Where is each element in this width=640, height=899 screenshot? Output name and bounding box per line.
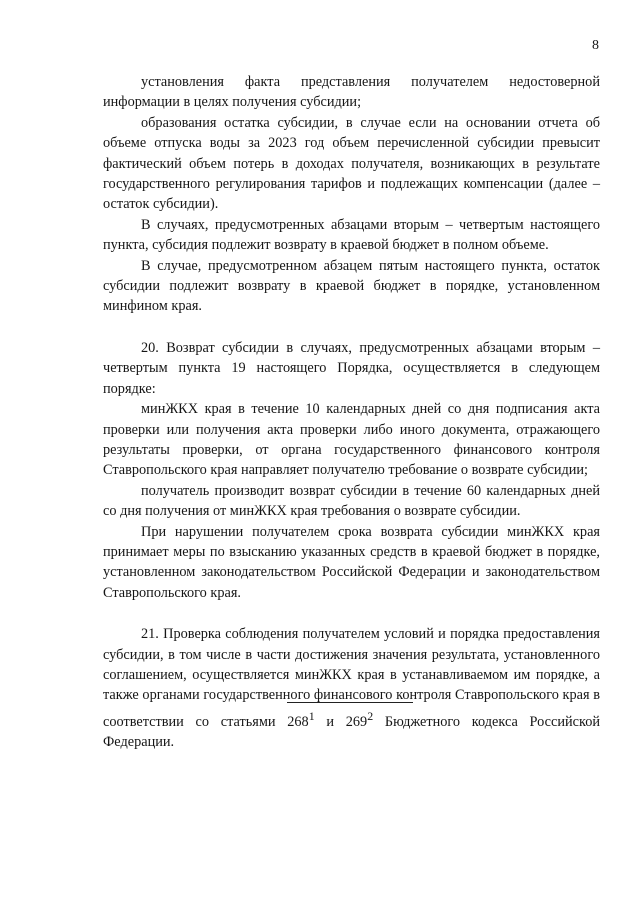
- paragraph-item-7: При нарушении получателем срока возврата субсидии минЖКХ края принимает меры по взысканию указанных средств в краевой бюджет в порядке, установленном законодательством Российской Федерации и законодательством Ставропольского края.: [103, 523, 600, 601]
- paragraph-21-text-start: 21. Проверка соблюдения получателем условий и порядка предоставления субсидии, в том числе в части достижения значения результата, установленного соглашением, осуществляется минЖКХ края в устанавливаемом им порядке, а также органами государственного финансового контроля Ставропольского края в соответствии со статьями 268: [103, 626, 600, 730]
- paragraph-item-3: В случаях, предусмотренных абзацами вторым – четвертым настоящего пункта, субсидия подлежит возврату в краевой бюджет в полном объеме.: [103, 216, 600, 254]
- paragraph-21-text-end: Бюджетного кодекса Российской Федерации.: [103, 713, 601, 750]
- paragraph-item-1: установления факта представления получателем недостоверной информации в целях получения субсидии;: [103, 74, 600, 111]
- paragraph-item-2: образования остатка субсидии, в случае если на основании отчета об объеме отпуска воды за 2023 год объем перечисленной субсидии превысит фактический объем потерь в доходах получателя, возникающих в результате государственного регулирования тарифов и подлежащих компенсации (далее – остаток субсидии).: [103, 114, 600, 213]
- paragraph-gap: [103, 317, 600, 338]
- paragraph-item-4: В случае, предусмотренном абзацем пятым настоящего пункта, остаток субсидии подлежит возврату в краевой бюджет в порядке, установленном минфином края.: [103, 257, 600, 315]
- paragraph-item-5: минЖКХ края в течение 10 календарных дней со дня подписания акта проверки или получения акта проверки либо иного документа, отражающего результаты проверки, от органа государственного финансового контроля Ставропольского края направляет получателю требование о возврате субсидии;: [103, 401, 600, 479]
- paragraph-item-6: получатель производит возврат субсидии в течение 60 календарных дней со дня получения от минЖКХ края требования о возврате субсидии.: [103, 482, 600, 520]
- end-separator-line: [287, 702, 413, 703]
- superscript-1: 1: [308, 708, 315, 723]
- paragraph-point-20: 20. Возврат субсидии в случаях, предусмотренных абзацами вторым – четвертым пункта 19 настоящего Порядка, осуществляется в следующем порядке:: [103, 339, 600, 397]
- page-number: 8: [592, 38, 599, 53]
- document-body: [103, 72, 600, 752]
- superscript-2: 2: [367, 708, 374, 723]
- paragraph-point-21: [103, 624, 600, 752]
- paragraph-21-text-middle: и 269: [314, 713, 368, 730]
- paragraph-gap: [103, 603, 600, 624]
